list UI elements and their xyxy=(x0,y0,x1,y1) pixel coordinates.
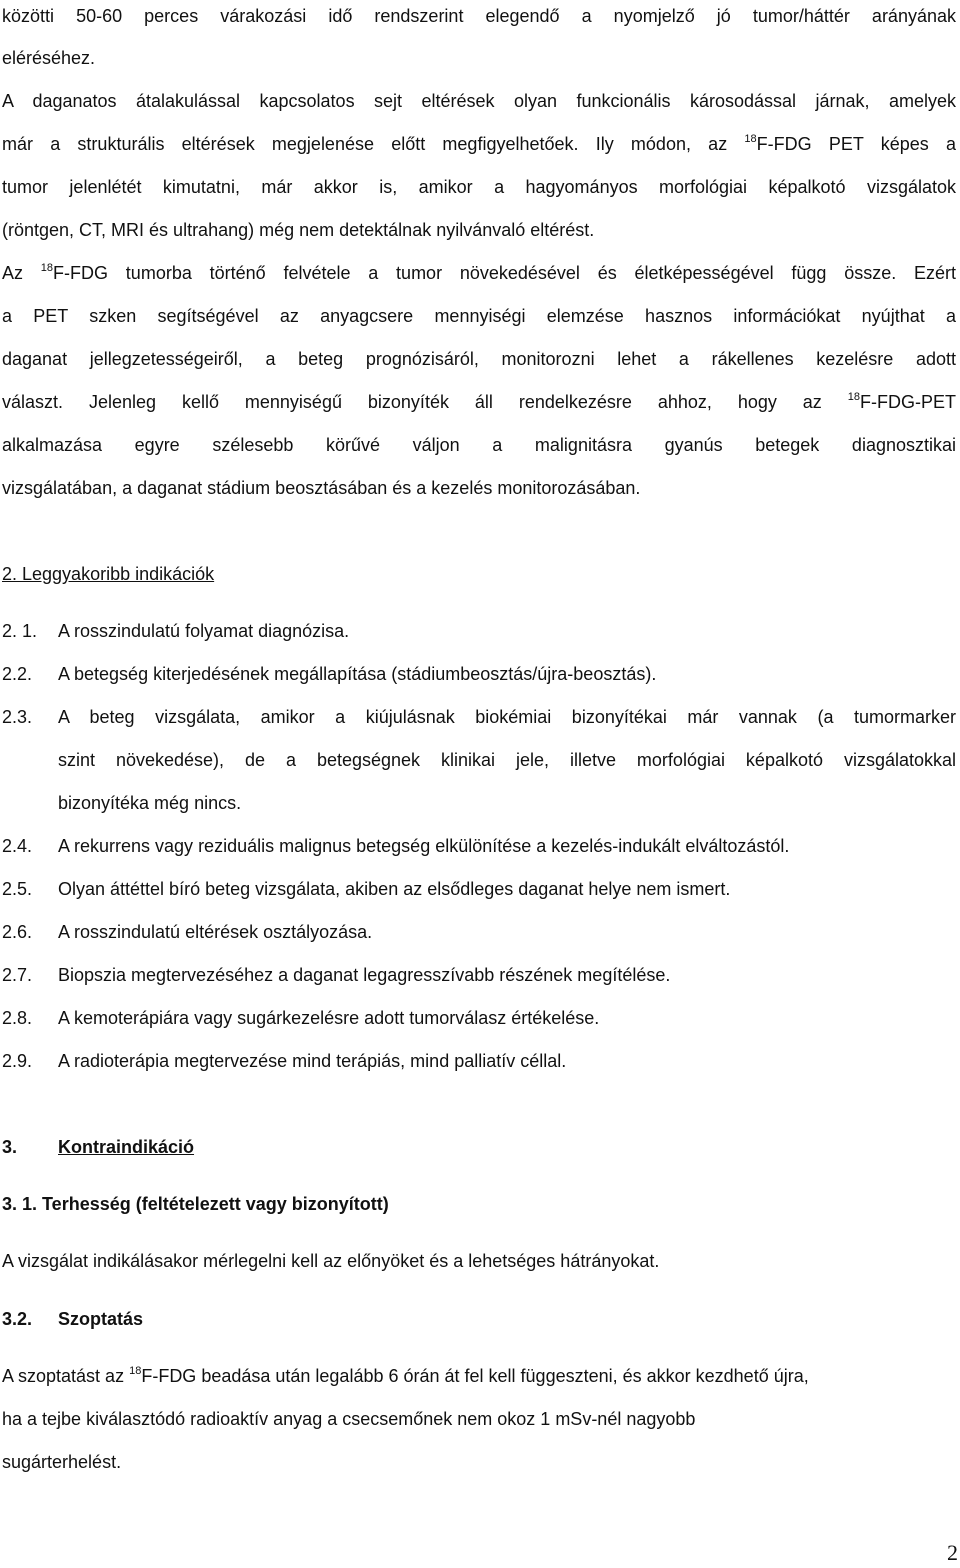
list-item-text: Biopszia megtervezéséhez a daganat legagresszívabb részének megítélése. xyxy=(58,965,671,985)
paragraph-line: alkalmazása egyre szélesebb körűvé váljon a malignitásra gyanús betegek diagnosztikai xyxy=(2,435,956,455)
list-item-number: 2.9. xyxy=(2,1051,33,1071)
paragraph-line: eléréséhez. xyxy=(2,48,96,68)
list-item xyxy=(2,1046,956,1076)
list-item-text: Olyan áttéttel bíró beteg vizsgálata, akiben az elsődleges daganat helye nem ismert. xyxy=(58,879,731,899)
paragraph-line: A vizsgálat indikálásakor mérlegelni kell az előnyöket és a lehetséges hátrányokat. xyxy=(2,1251,660,1271)
paragraph-line: (röntgen, CT, MRI és ultrahang) még nem detektálnak nyilvánvaló eltérést. xyxy=(2,220,595,240)
list-item xyxy=(2,659,956,689)
list-item xyxy=(2,874,956,904)
paragraph-line: A daganatos átalakulással kapcsolatos sejt eltérések olyan funkcionális károsodással járnak, amelyek xyxy=(2,91,956,111)
paragraph-line: daganat jellegzetességeiről, a beteg prognózisáról, monitorozni lehet a rákellenes kezelésre adott xyxy=(2,349,956,369)
list-item-text: A rekurrens vagy reziduális malignus betegség elkülönítése a kezelés-indukált elváltozástól. xyxy=(58,836,790,856)
list-item-number: 2. 1. xyxy=(2,621,38,641)
list-item-text: A beteg vizsgálata, amikor a kiújulásnak biokémiai bizonyítékai már vannak (a tumormarker xyxy=(58,707,956,727)
paragraph-line: már a strukturális eltérések megjelenése előtt megfigyelhetőek. Ily módon, az $^{18}$F-FDG PET képes a xyxy=(2,133,956,154)
paragraph-line: A szoptatást az $^{18}$F-FDG beadása után legalább 6 órán át fel kell függeszteni, és akkor kezdhető újra, xyxy=(2,1365,809,1386)
list-item-text: A radioterápia megtervezése mind terápiás, mind palliatív céllal. xyxy=(58,1051,567,1071)
list-item-text: A betegség kiterjedésének megállapítása (stádiumbeosztás/újra-beosztás). xyxy=(58,664,657,684)
subsection-heading-pregnancy: 3. 1. Terhesség (feltételezett vagy bizonyított) xyxy=(2,1194,389,1214)
superscript-isotope: 18 xyxy=(40,262,54,274)
list-item-text: A rosszindulatú eltérések osztályozása. xyxy=(58,922,373,942)
paragraph-line: közötti 50-60 perces várakozási idő rendszerint elegendő a nyomjelző jó tumor/háttér arányának xyxy=(2,6,956,26)
list-item xyxy=(2,960,956,990)
list-item-text: bizonyítéka még nincs. xyxy=(58,793,242,813)
paragraph-line: ha a tejbe kiválasztódó radioaktív anyag a csecsemőnek nem okoz 1 mSv-nél nagyobb xyxy=(2,1409,696,1429)
list-item-number: 2.5. xyxy=(2,879,33,899)
superscript-isotope: 18 xyxy=(744,133,757,145)
section-heading-indications: 2. Leggyakoribb indikációk xyxy=(2,564,215,584)
list-item-number: 2.3. xyxy=(2,707,33,727)
list-item-text: A rosszindulatú folyamat diagnózisa. xyxy=(58,621,350,641)
list-item-number: 2.7. xyxy=(2,965,33,985)
list-item xyxy=(2,1003,956,1033)
superscript-isotope: 18 xyxy=(129,1365,142,1377)
list-item-number: 2.4. xyxy=(2,836,33,856)
subsection-heading-breastfeeding: 3.2. Szoptatás xyxy=(2,1309,144,1329)
paragraph-line: tumor jelenlétét kimutatni, már akkor is, amikor a hagyományos morfológiai képalkotó vizsgálatok xyxy=(2,177,956,197)
page-number: 2 xyxy=(947,1540,958,1565)
list-item xyxy=(2,917,956,947)
paragraph-line: a PET szken segítségével az anyagcsere mennyiségi elemzése hasznos információkat nyújthat a xyxy=(2,306,956,326)
list-item-number: 2.2. xyxy=(2,664,33,684)
list-item-number: 2.8. xyxy=(2,1008,33,1028)
paragraph-line: Az $^{18}$F-FDG tumorba történő felvétele a tumor növekedésével és életképességével függ össze. Ezért xyxy=(2,262,956,283)
list-item-text: szint növekedése), de a betegségnek klinikai jele, illetve morfológiai képalkotó vizsgálatokkal xyxy=(58,750,956,770)
list-item-number: 2.6. xyxy=(2,922,33,942)
paragraph-line: sugárterhelést. xyxy=(2,1452,122,1472)
section-heading-contraindication: 3. Kontraindikáció xyxy=(2,1137,195,1157)
list-item-text: A kemoterápiára vagy sugárkezelésre adott tumorválasz értékelése. xyxy=(58,1008,600,1028)
paragraph-line: vizsgálatában, a daganat stádium beosztásában és a kezelés monitorozásában. xyxy=(2,478,641,498)
list-item xyxy=(2,831,956,861)
list-item xyxy=(2,616,956,646)
paragraph-line: választ. Jelenleg kellő mennyiségű bizonyíték áll rendelkezésre ahhoz, hogy az $^{18}$F-FDG-PET xyxy=(2,391,956,412)
superscript-isotope: 18 xyxy=(847,391,860,403)
